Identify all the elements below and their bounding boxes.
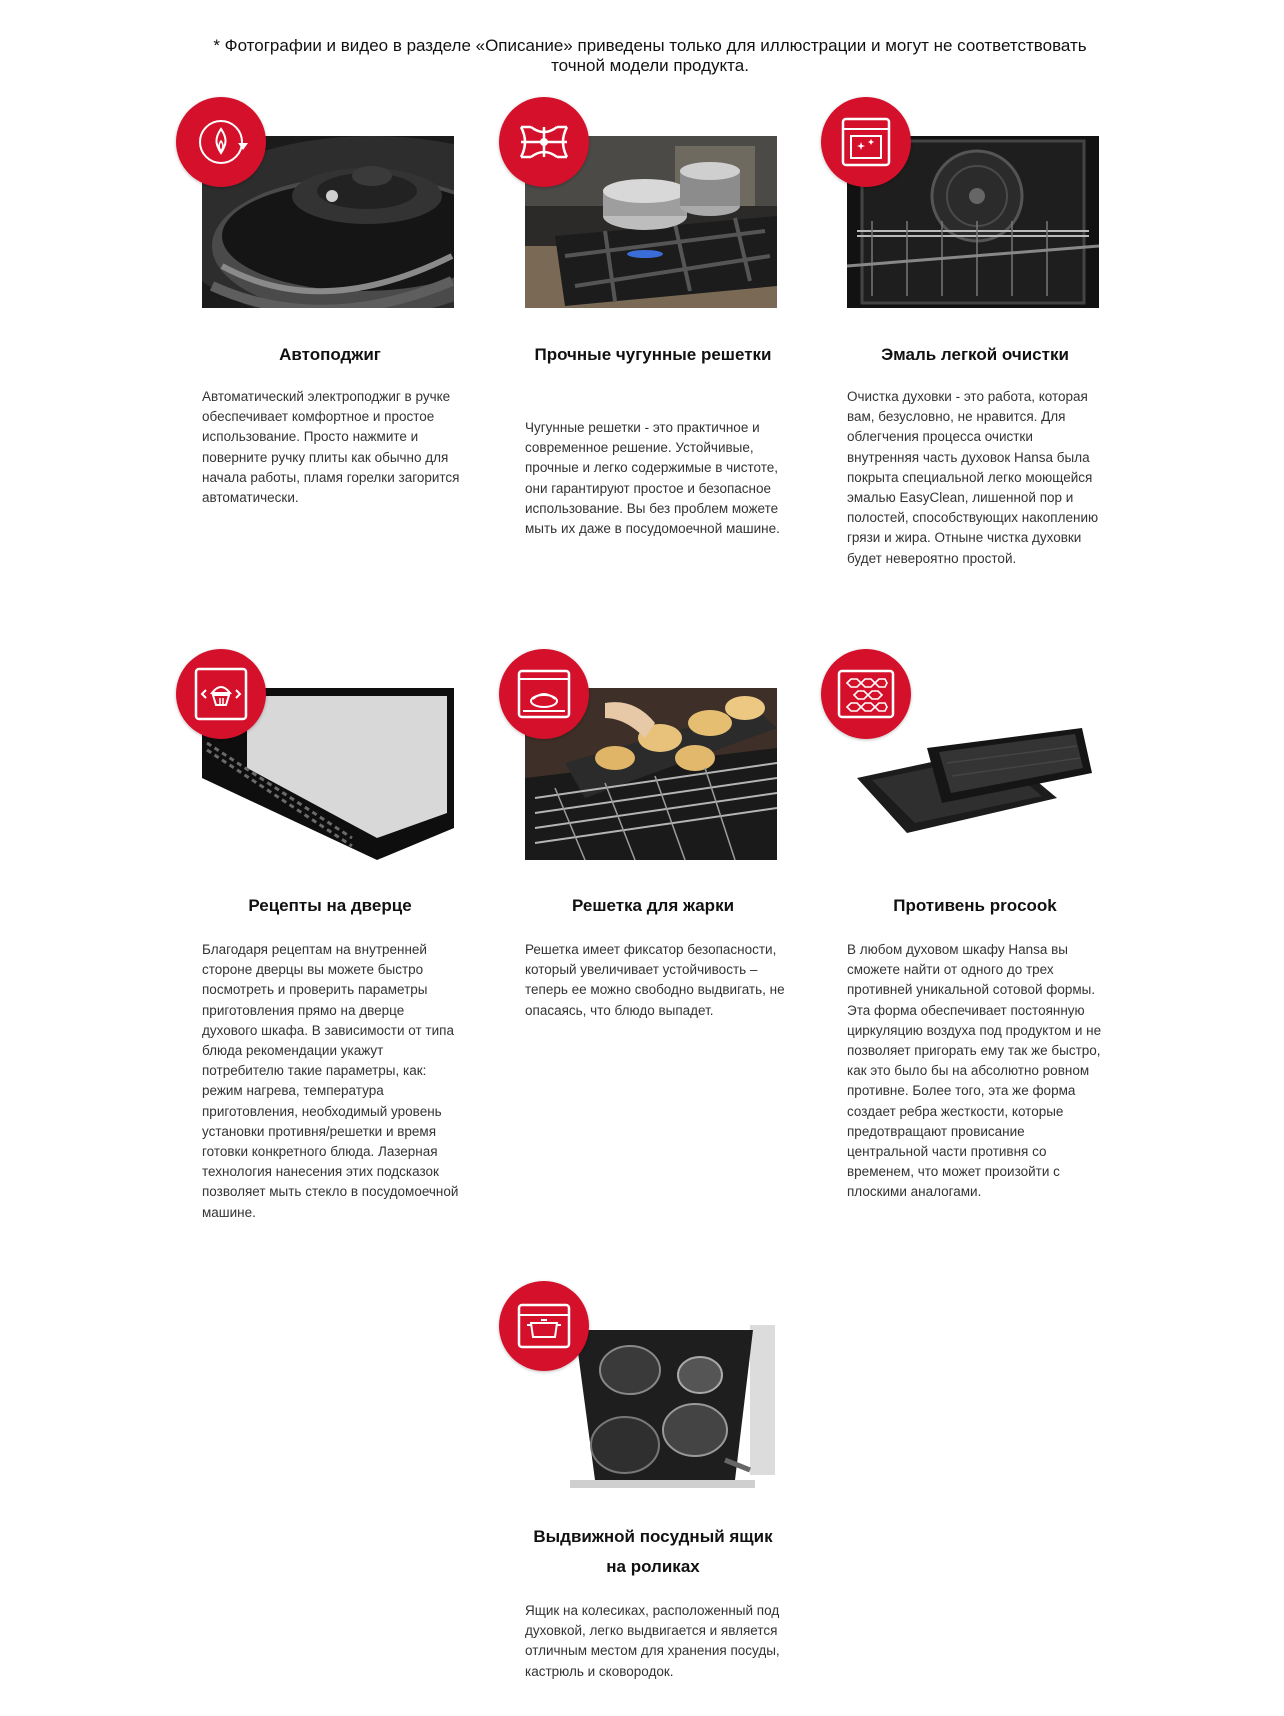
- feature-description: Ящик на колесиках, расположенный под духовкой, легко выдвигается и является отличным местом для хранения посуды, кастрюль и сковородок.: [525, 1603, 780, 1679]
- feature-description: Автоматический электроподжиг в ручке обеспечивает комфортное и простое использование. Просто нажмите и поверните ручку плиты как обычно для начала работы, пламя горелки загорится автоматически.: [202, 389, 460, 506]
- feature-title: Прочные чугунные решетки: [534, 345, 772, 364]
- disclaimer-line-1: * Фотографии и видео в разделе «Описание» приведены только для иллюстрации и могут не соответствовать: [213, 36, 1087, 55]
- recipe-door-icon: [176, 649, 266, 739]
- feature-description: Чугунные решетки - это практичное и современное решение. Устойчивые, прочные и легко содержимые в чистоте, они гарантируют простое и безопасное использование. Вы без проблем можете мыть их даже в посудомоечной машине.: [525, 420, 780, 537]
- feature-description: Очистка духовки - это работа, которая вам, безусловно, не нравится. Для облегчения процесса очистки внутренняя часть духовок Hansa была покрыта специальной легко моющейся эмалью EasyClean, лишенной пор и полостей, способствующих накоплению грязи и жира. Отныне чистка духовки будет невероятно простой.: [847, 389, 1099, 566]
- flame-rotate-icon: [176, 97, 266, 187]
- feature-description: Благодаря рецептам на внутренней стороне дверцы вы можете быстро посмотреть и проверить параметры приготовления прямо на дверце духового шкафа. В зависимости от типа блюда рекомендации укажут потребителю такие параметры, как: режим нагрева, температура приготовления, необходимый уровень установки противня/решетки и время готовки конкретного блюда. Лазерная технология нанесения этих подсказок позволяет мыть стекло в посудомоечной машине.: [202, 942, 459, 1220]
- feature-title: Эмаль легкой очистки: [881, 345, 1069, 364]
- feature-title: Решетка для жарки: [571, 896, 735, 915]
- feature-title: Противень procook: [893, 896, 1057, 915]
- honeycomb-tray-icon: [821, 649, 911, 739]
- feature-title: Выдвижной посудный ящик на роликах: [533, 1527, 773, 1576]
- feature-title: Рецепты на дверце: [248, 896, 412, 915]
- roasting-rack-icon: [499, 649, 589, 739]
- feature-description: В любом духовом шкафу Hansa вы сможете найти от одного до трех противней уникальной сотовой формы. Эта форма обеспечивает постоянную циркуляцию воздуха под продуктом и не позволяет пригорать ему так же быстро, как это было бы на абсолютно ровном противне. Более того, эта же форма создает ребра жесткости, которые предотвращают провисание центральной части противня со временем, что может произойти с плоскими аналогами.: [847, 942, 1102, 1200]
- drawer-pot-icon: [499, 1281, 589, 1371]
- disclaimer: [0, 36, 1284, 76]
- oven-sparkle-icon: [821, 97, 911, 187]
- feature-title: Автоподжиг: [279, 345, 381, 364]
- feature-description: Решетка имеет фиксатор безопасности, который увеличивает устойчивость – теперь ее можно свободно выдвигать, не опасаясь, что блюдо выпадет.: [525, 942, 785, 1018]
- grate-icon: [499, 97, 589, 187]
- disclaimer-line-2: точной модели продукта.: [551, 56, 749, 75]
